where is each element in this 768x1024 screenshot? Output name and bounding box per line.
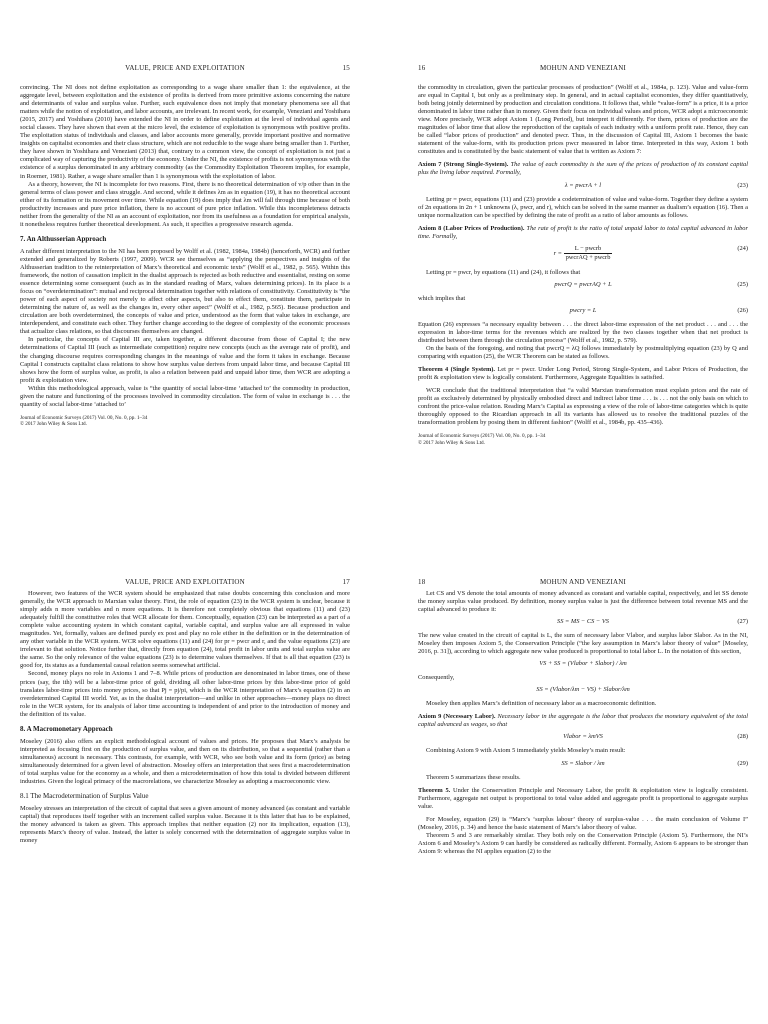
- equation-body: λ = pwcrA + l: [564, 181, 602, 189]
- equation-unnumbered: [418, 686, 748, 696]
- axiom-8: [418, 225, 748, 241]
- paragraph: Consequently,: [418, 674, 455, 682]
- equation-24: [418, 245, 748, 265]
- journal-citation: Journal of Economic Surveys (2017) Vol. 00, No. 0, pp. 1–34: [418, 433, 546, 440]
- axiom-9: [418, 713, 748, 729]
- denominator: pwcrAQ + pwcrb: [565, 253, 611, 261]
- equation-number: (26): [737, 306, 748, 314]
- equation-body: SS = Slabor / λm: [561, 759, 605, 767]
- copyright: © 2017 John Wiley & Sons Ltd.: [20, 421, 87, 428]
- equation-23: [418, 182, 748, 192]
- equation-body: pwcrQ = pwcrAQ + L: [554, 280, 612, 288]
- equation-28: [418, 733, 748, 743]
- equation-unnumbered: [418, 660, 748, 670]
- paragraph: Within this methodological approach, value is “the quantity of social labor-time ‘attached to’ the commodity in production, given the nature and functioning of the processes involved in commodity circulation. The form of value in exchange is . . . the quantity of social labor-time ‘attached to’: [20, 384, 350, 408]
- paragraph: Theorem 5 summarizes these results.: [426, 773, 521, 781]
- section-heading: 7. An Althusserian Approach: [20, 234, 107, 243]
- page-number: 17: [342, 578, 350, 586]
- numerator: L − pwcrb: [564, 245, 613, 254]
- copyright: © 2017 John Wiley & Sons Ltd.: [418, 439, 485, 446]
- paragraph: The new value created in the circuit of capital is L, the sum of necessary labor Vlabor, and surplus labor Slabor. As in the NI, Moseley then imposes Axiom 5, the Conservation Principle (“the key assumption in Marx’s labor theory of value” [Moseley, 2016, p. 31]), according to which aggregate new value produced is proportional to total labor L. In the notation of this section,: [418, 632, 748, 656]
- paragraph: which implies that: [418, 294, 466, 302]
- theorem-label: Theorem 4 (Single System).: [418, 366, 495, 374]
- header-title: VALUE, PRICE AND EXPLOITATION: [125, 578, 245, 586]
- theorem-5: [418, 787, 748, 811]
- equation-number: (24): [737, 244, 748, 252]
- paragraph: Moseley (2016) also offers an explicit methodological account of values and prices. He proposes that Marx’s analysis be interpreted as focusing first on the production of surplus value, and then on its distribution, so that a sequential (rather than a simultaneous) account is necessary. This contrasts, for example, with WCR, who see both value and its form (price) as being simultaneously determined for a given level of abstraction. Moseley offers an interpretation that sees first a macrodetermination of total surplus value for the economy as a whole, and then a microdetermination of how this total is divided between different industries. Given the logical primacy of the macrorelations, we characterize Moseley as adopting a macroeconomic view.: [20, 737, 350, 786]
- paragraph: As a theory, however, the NI is incomplete for two reasons. First, there is no theoretical determination of v/p other than in the general terms of class power and class struggle. And second, while it defines λm as in equation (19), it has no theoretical account either of its formation or its movement over time. While equation (19) does imply that λm will fall through time because of both productivity increases and pure price inflation, there is no account of pure price inflation. While this incompleteness detracts neither from the generality of the NI as an account of exploitation, nor from its usefulness as a foundation for empirical analysis, it nonetheless requires further theoretical development. As such, it specifies a progressive research agenda.: [20, 180, 350, 228]
- paragraph: Combining Axiom 9 with Axiom 5 immediately yields Moseley’s main result:: [426, 747, 626, 755]
- axiom-label: Axiom 8 (Labor Prices of Production).: [418, 224, 525, 232]
- footer: [418, 433, 748, 446]
- equation-body: SS = (Vlabor/λm − VS) + Slabor/λm: [536, 686, 630, 694]
- paragraph: In particular, the concepts of Capital III are, taken together, a different discourse from those of Capital I; the new determinations of Capital III (such as intermediate competition) require new concepts (such as the average rate of profit), and the changing discourse requires corresponding changes in the meanings of value and the form it takes in exchange. Because Capital I constructs capitalist class relations to show how surplus value derives from unpaid labor time, and because Capital III shows how the form of surplus value, as profit, is also a relation between paid and unpaid labor time, then WCR are adopting a profit & exploitation view.: [20, 336, 350, 384]
- page-number: 18: [418, 578, 426, 586]
- theorem-4: [418, 366, 748, 382]
- equation-number: (29): [737, 759, 748, 767]
- footer: [20, 415, 350, 428]
- fraction: [564, 245, 613, 262]
- axiom-text: Necessary labor in the aggregate is the labor that produces the monetary equivalent of the total capital advanced as wages, so that: [418, 713, 748, 729]
- axiom-text: The rate of profit is the ratio of total unpaid labor to total capital advanced in labor time. Formally,: [418, 224, 748, 240]
- axiom-label: Axiom 9 (Necessary Labor).: [418, 713, 496, 721]
- equation-body: SS = MS − CS − VS: [557, 618, 609, 626]
- paragraph: On the basis of the foregoing, and noting that pwcrQ = λQ follows immediately by postmultiplying equation (23) by Q and comparing with equation (25), the WCR Theorem can be stated as follows.: [418, 344, 748, 361]
- paragraph: Letting pr = pwcr, by equations (11) and (24), it follows that: [426, 268, 581, 276]
- equation-number: (27): [737, 618, 748, 626]
- paragraph: Theorem 5 and 3 are remarkably similar. They both rely on the Conservation Principle (Axiom 5). Furthermore, the NI’s Axiom 6 and Moseley’s Axiom 9 can hardly be considered as radically different. Formally, Axiom 6 appears to be stronger than Axiom 9: whereas the NI applies equation (2) to the: [418, 831, 748, 855]
- equation-body: pwcry = L: [569, 306, 597, 314]
- paragraph: For Moseley, equation (29) is “Marx’s ‘surplus labour’ theory of surplus-value . . . the main conclusion of Volume I” (Moseley, 2016, p. 34) and hence the basic statement of Marx’s labor theory of value.: [418, 815, 748, 831]
- axiom-label: Axiom 7 (Strong Single-System).: [418, 161, 509, 169]
- paragraph: Letting pr = pwcr, equations (11) and (23) provide a codetermination of value and value-form. Together they define a system of 2n equations in 2n + 1 unknowns (λ, pwcr, and r), which can be solved in the same manner as dualism’s equation (16). Then a unique normalization can be specified by defining the rate of profit as a ratio of labor amounts as follows.: [418, 195, 748, 219]
- paragraph: A rather different interpretation to the NI has been proposed by Wolff et al. (1982, 1984a, 1984b) (henceforth, WCR) and further extended and generalized by Roberts (1997, 2009). WCR see themselves as “applying the perspectives and insights of the Althusserian tradition to the reinterpretation of Marx’s theoretical and economic texts” (Wolff et al., 1982, p. 565). Within this framework, the notion of causation implicit in the dualist approach is rejected as both reductive and essentialist, resting on some essence determining some consequent (such as in the standard reading of Marx, values determining prices). In its place is a focus on “overdetermination”: mutual and reciprocal determination together with relations of constitutivity. Constitutivity is “the power of each aspect of society not merely to affect other aspects, but also to effect them, constitute them, participate in determining the nature of, as well as the changes in, every other aspect” (Wolff et al., 1982, p.565). Because production and circulation are both overdetermined, the concepts of value and price, understood as the form that value takes in exchange, are interdependent, and constitute each other. They further change according to the degree of complexity of the economic processes that actualize class relations, so that discourses themselves are changed.: [20, 247, 350, 336]
- axiom-7: [418, 161, 748, 177]
- theorem-text: Let pr = pwcr. Under Long Period, Strong Single-System, and Labor Prices of Production, the profit & exploitation view is logically consistent. Furthermore, Aggregate Equalities is satisfied.: [418, 366, 748, 382]
- equation-number: (25): [737, 280, 748, 288]
- page-number: 15: [342, 64, 350, 72]
- subsection-heading: 8.1 The Macrodetermination of Surplus Value: [20, 792, 149, 801]
- paragraph: Moseley then applies Marx’s definition of necessary labor as a macroeconomic definition.: [426, 700, 657, 708]
- equation-29: [418, 760, 748, 770]
- axiom-text: The value of each commodity is the sum of the prices of production of its constant capital plus the living labor required. Formally,: [418, 161, 748, 177]
- paragraph: WCR conclude that the traditional interpretation that “a valid Marxian transformation must explain prices and the rate of profit as exclusively determined by physically embodied direct and indirect labor time . . . is . . . not the only basis on which to confront the price-value relation. Reading Marx’s Capital as expressing a view of the role of labor-time categories which is quite thoroughly opposed to the Ricardian approach in all its variants has allowed us to resolve the traditional puzzles of the transformation problem by posing them in different fashion” (Wolff et al., 1984b, pp. 435–436).: [418, 387, 748, 427]
- equation-lhs: r =: [553, 249, 562, 257]
- paragraph: However, two features of the WCR system should be emphasized that raise doubts concerning this conclusion and more generally, the WCR approach to Marxian value theory. First, the role of equation (23) in the WCR system is unclear, because it simply adds n more variables and n more equations. It is therefore not completely obvious that equations (11) and (23) adequately fulfill the constitutive roles that WCR allocate for them. Conceptually, equation (23) can be interpreted as a part of a complete value accounting system in which constant capital, variable capital, and surplus value are all expressed in value magnitudes. Yet, formally, values are defined purely ex post and play no role either in the definition or in the determination of any other variable in the WCR system. WCR solve equations (11) and (24) for pr = pwcr and r, and the value equations (23) are irrelevant to that solution. Notice further that, directly from equation (24), total profit in labor units and total surplus value are the same. So the only relevance of the value equations (23) is to determine values themselves. If that is all that equation (23) is good for, its status as a fundamental causal relation seems somewhat artificial.: [20, 590, 350, 670]
- equation-25: [418, 281, 748, 291]
- paragraph: convincing. The NI does not define exploitation as corresponding to a wage share smaller than 1: the equivalence, at the aggregate level, between exploitation and the existence of profits is derived from more primitive axioms concerning the nature and determinants of value and surplus value. Further, such equivalence does not imply that monetary phenomena see all that matters while the notion of exploitation, and labor accounts, are irrelevant. In recent work, for example, Veneziani and Yoshihara (2015, 2017) and Yoshihara (2010) have extended the NI in order to define exploitation at the level of individual agents and social classes. They have shown that even at the micro level, the existence of exploitation is synonymous with positive profits. The exploitation status of individuals and classes, and labor accounts more generally, provide important positive and normative insights on capitalist economies and their class structure, which are not reducible to the wage share being smaller than 1. Further, they have shown in Yoshihara and Veneziani (2013) that, contrary to a common view, the concept of exploitation is not just a complicated way of capturing the productivity of the economy. Under the NI, the existence of profits is not synonymous with the existence of a surplus denominated in any arbitrary commodity (as the Commodity Exploitation Theorem implies, for example, in Roemer, 1981). Rather, a wage share smaller than 1 is synonymous with the exploitation of labor.: [20, 84, 351, 180]
- equation-body: Vlabor = λmVS: [563, 733, 603, 741]
- page-number: 16: [418, 64, 426, 72]
- section-heading: 8. A Macromonetary Approach: [20, 724, 113, 733]
- journal-citation: Journal of Economic Surveys (2017) Vol. 00, No. 0, pp. 1–34: [20, 414, 148, 421]
- equation-body: VS + SS = (Vlabor + Slabor) / λm: [539, 660, 627, 668]
- equation-27: [418, 618, 748, 628]
- paragraph: Moseley stresses an interpretation of the circuit of capital that sees a given amount of money advanced (as constant and variable capital) that reproduces itself together with an increment called surplus value. Because it is this latter that has to be explained, the money advanced is taken as given. This approach implies that neither equation (2) nor its implication, equation (13), represents Marx’s theory of value. Instead, the latter is solely concerned with the determination of aggregate surplus value in money: [20, 805, 350, 845]
- header-title: MOHUN AND VENEZIANI: [539, 578, 627, 586]
- paragraph: Equation (26) expresses “a necessary equality between . . . the direct labor-time expression of the net product . . . and . . . the expression in labor-time terms for the revenues which are realized by the two classes together when that net product is distributed between them through the circulation process” (Wolff et al., 1982, p. 579).: [418, 320, 748, 344]
- equation-number: (23): [737, 181, 748, 189]
- header-title: MOHUN AND VENEZIANI: [539, 64, 627, 72]
- paragraph: the commodity in circulation, given the particular processes of production” (Wolff et al., 1984a, p. 123). Value and value-form are equal in Capital I, but only as a preliminary step. In general, and in actual capitalist economies, they differ quantitatively, both being jointly determined by production and circulation conditions. It follows that, while “value-form” is a price, it is a price denominated in labor time rather than in money. Given their focus on individual values and prices, WCR adopt a microeconomic view. More precisely, WCR adopt Axiom 1 (Long Period), but interpret it differently. For them, prices of production are the magnitudes of labor time that allow the reproduction of the capitals of each industry with a uniform profit rate. Hence, they can be called “labor prices of production” and denoted pwcr. Thus, in the discussion of Capital III, Axiom 1 becomes the basic statement of the value-form, with its production prices pwcr measured in labor time. Interpreted in this way, Axiom 1 both constitutes and is constituted by the basic statement of value that is written as Axiom 7:: [418, 84, 748, 156]
- theorem-text: Under the Conservation Principle and Necessary Labor, the profit & exploitation view is logically consistent. Furthermore, aggregate net output is proportional to total value added and aggregate profit is proportional to aggregate surplus value.: [418, 786, 748, 810]
- equation-26: [418, 307, 748, 317]
- header-title: VALUE, PRICE AND EXPLOITATION: [125, 64, 245, 72]
- paragraph: Let CS and VS denote the total amounts of money advanced as constant and variable capital, respectively, and let SS denote the money surplus value produced. By definition, money surplus value is just the difference between total revenue MS and the capital advanced to produce it:: [418, 590, 748, 614]
- equation-number: (28): [737, 733, 748, 741]
- paragraph: Second, money plays no role in Axioms 1 and 7–8. While prices of production are denominated in labor times, one of these prices (say, the ith) will be a labor-time price of gold, dividing all other labor-time prices by this labor-time price of gold translates labor-time prices into money prices, so that Pj = pj/pi, which is the WCR interpretation of Marx’s equation (2) in an overdetermined Capital III world. Yet, as in the dualist interpretation—and unlike in other approaches—money plays no direct role in the WCR system, for its analysis of labor time accounting is independent of and prior to the introduction of money and the definition of its value.: [20, 670, 350, 718]
- theorem-label: Theorem 5.: [418, 786, 451, 794]
